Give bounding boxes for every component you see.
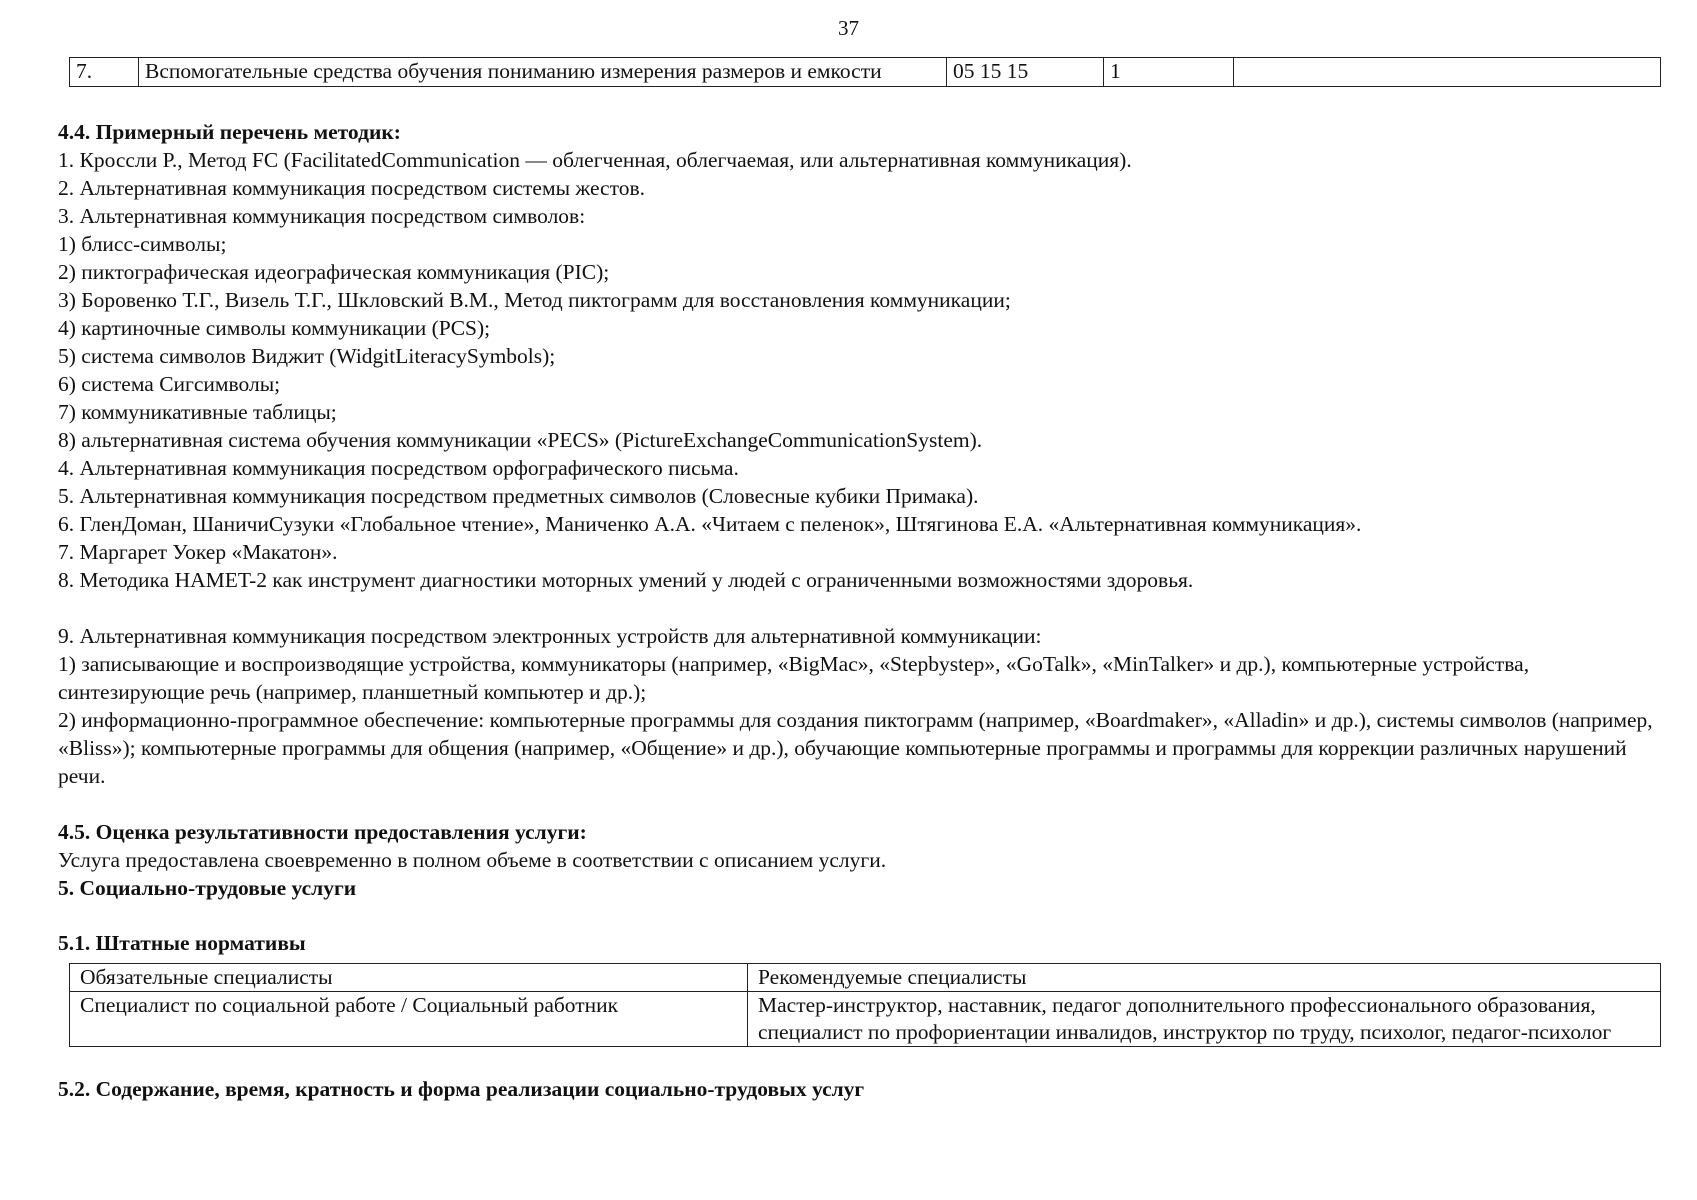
section-4-5-heading: 4.5. Оценка результативности предоставления услуги: — [58, 820, 587, 844]
item-extra-cell — [1234, 58, 1661, 87]
spacer — [58, 594, 1663, 622]
method-list-item: 4. Альтернативная коммуникация посредством орфографического письма. — [58, 456, 739, 480]
method-list-item-9: 9. Альтернативная коммуникация посредством электронных устройств для альтернативной коммуникации: — [58, 624, 1042, 648]
method-list-item: 1. Кроссли Р., Метод FC (FacilitatedCommunication — облегченная, облегчаемая, или альтернативная коммуникация). — [58, 148, 1132, 172]
method-list-item: 6) система Сигсимволы; — [58, 372, 281, 396]
method-subitem-devices: 1) записывающие и воспроизводящие устройства, коммуникаторы (например, «BigMac», «Stepbystep», «GoTalk», «MinTalker» и др.), компьютерные устройства, синтезирующие речь (например, планшетный компьютер и др.); — [58, 652, 1530, 704]
method-subitem-software: 2) информационно-программное обеспечение: компьютерные программы для создания пиктограмм (например, «Boardmaker», «Alladin» и др.), системы символов (например, «Bliss»); компьютерные программы для общения (например, «Общение» и др.), обучающие компьютерные программы и программы для коррекции различных нарушений речи. — [58, 708, 1653, 788]
method-list-item: 8) альтернативная система обучения коммуникации «PECS» (PictureExchangeCommunicationSystem). — [58, 428, 983, 452]
row-number-cell: 7. — [70, 58, 139, 87]
required-specialists-cell: Специалист по социальной работе / Социальный работник — [70, 992, 748, 1047]
section-5-2-heading: 5.2. Содержание, время, кратность и форма реализации социально-трудовых услуг — [58, 1077, 865, 1101]
recommended-specialists-cell: Мастер-инструктор, наставник, педагог дополнительного профессионального образования, специалист по профориентации инвалидов, инструктор по труду, психолог, педагог-психолог — [748, 992, 1661, 1047]
top-equipment-table — [69, 57, 1661, 87]
section-5-heading: 5. Социально-трудовые услуги — [58, 876, 357, 900]
method-list-item: 3. Альтернативная коммуникация посредством символов: — [58, 204, 586, 228]
staff-norms-table — [69, 963, 1661, 1047]
method-list-item: 4) картиночные символы коммуникации (PCS); — [58, 316, 491, 340]
method-list-item: 7. Маргарет Уокер «Макатон». — [58, 540, 338, 564]
required-specialists-header: Обязательные специалисты — [70, 964, 748, 992]
item-quantity-cell: 1 — [1104, 58, 1234, 87]
spacer — [58, 790, 1663, 818]
method-list-item: 5. Альтернативная коммуникация посредством предметных символов (Словесные кубики Примака). — [58, 484, 979, 508]
recommended-specialists-header: Рекомендуемые специалисты — [748, 964, 1661, 992]
spacer — [58, 902, 1663, 929]
method-list-item: 3) Боровенко Т.Г., Визель Т.Г., Шкловский В.М., Метод пиктограмм для восстановления коммуникации; — [58, 288, 1011, 312]
section-4-4-heading: 4.4. Примерный перечень методик: — [58, 120, 401, 144]
method-list-item: 6. ГленДоман, ШаничиСузуки «Глобальное чтение», Маниченко А.А. «Читаем с пеленок», Штягинова Е.А. «Альтернативная коммуникация». — [58, 512, 1362, 536]
item-name-cell: Вспомогательные средства обучения пониманию измерения размеров и емкости — [139, 58, 947, 87]
page-number: 37 — [838, 16, 859, 40]
method-list-item: 1) блисс-символы; — [58, 232, 227, 256]
method-list-item: 8. Методика HAMET-2 как инструмент диагностики моторных умений у людей с ограниченными возможностями здоровья. — [58, 568, 1194, 592]
method-list-item: 2) пиктографическая идеографическая коммуникация (PIC); — [58, 260, 610, 284]
table-row — [70, 992, 1661, 1047]
item-code-cell: 05 15 15 — [947, 58, 1104, 87]
document-body — [58, 118, 1663, 1103]
method-list-item: 7) коммуникативные таблицы; — [58, 400, 337, 424]
table-header-row — [70, 964, 1661, 992]
method-list-item: 2. Альтернативная коммуникация посредством системы жестов. — [58, 176, 645, 200]
table-row — [70, 58, 1661, 87]
method-list-item: 5) система символов Виджит (WidgitLiteracySymbols); — [58, 344, 556, 368]
section-4-5-text: Услуга предоставлена своевременно в полном объеме в соответствии с описанием услуги. — [58, 848, 887, 872]
section-5-1-heading: 5.1. Штатные нормативы — [58, 931, 306, 955]
